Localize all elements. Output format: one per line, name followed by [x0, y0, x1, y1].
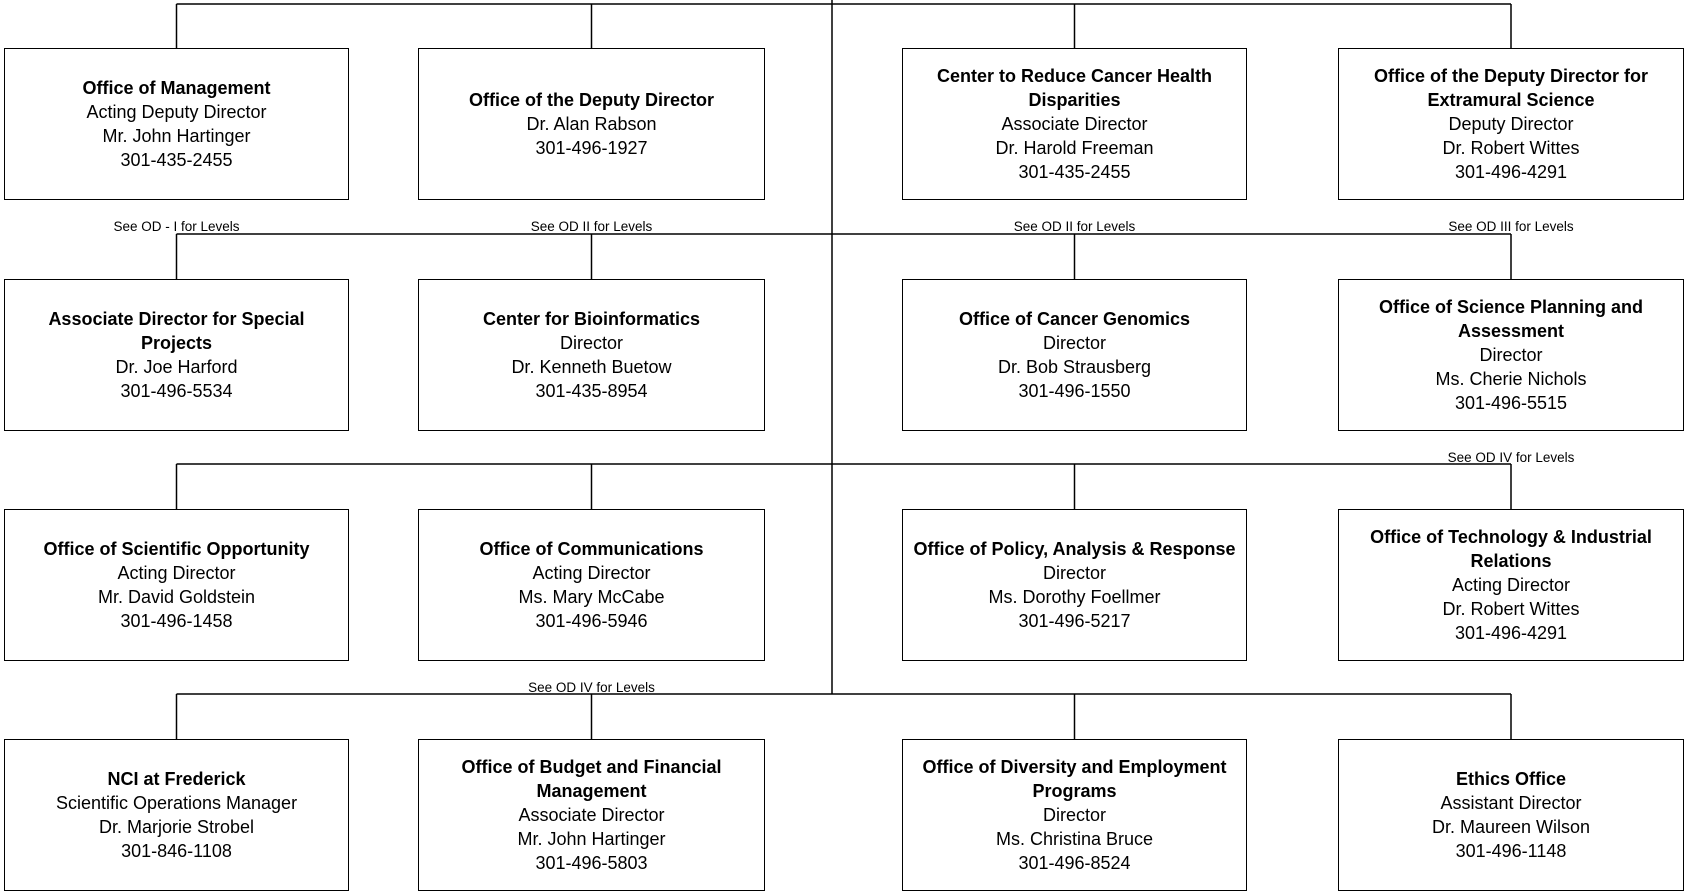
unit-phone: 301-496-4291	[1454, 162, 1568, 182]
org-unit-box	[4, 48, 349, 200]
unit-name: Office of Budget and Financial Management	[461, 757, 722, 801]
unit-person: Dr. Maureen Wilson	[1431, 817, 1591, 837]
unit-person: Dr. Kenneth Buetow	[511, 357, 672, 377]
unit-title: Director	[1042, 805, 1106, 825]
org-unit-box	[902, 279, 1247, 431]
unit-person: Mr. John Hartinger	[102, 126, 251, 146]
unit-name: Office of Science Planning and Assessment	[1378, 297, 1644, 341]
unit-title: Acting Director	[532, 563, 651, 583]
unit-person: Dr. Marjorie Strobel	[98, 817, 255, 837]
see-levels-note: See OD - I for Levels	[113, 219, 240, 234]
unit-name: Office of Management	[82, 78, 271, 98]
unit-phone: 301-496-5946	[535, 611, 648, 631]
unit-phone: 301-496-4291	[1454, 623, 1568, 643]
unit-phone: 301-496-1927	[535, 138, 648, 158]
org-unit-box	[4, 739, 349, 891]
unit-title: Acting Director	[1451, 575, 1571, 595]
unit-title: Associate Director	[1001, 114, 1148, 134]
unit-name: Office of Cancer Genomics	[958, 309, 1191, 329]
unit-title: Director	[1479, 345, 1543, 365]
unit-person: Mr. David Goldstein	[97, 587, 256, 607]
unit-phone: 301-435-8954	[535, 381, 648, 401]
unit-phone: 301-496-8524	[1018, 853, 1131, 873]
unit-person: Dr. Alan Rabson	[526, 114, 657, 134]
unit-phone: 301-496-5534	[120, 381, 233, 401]
unit-phone: 301-496-5803	[535, 853, 648, 873]
unit-person: Dr. Robert Wittes	[1442, 599, 1580, 619]
unit-name: Ethics Office	[1455, 769, 1567, 789]
unit-phone: 301-496-1458	[120, 611, 233, 631]
unit-phone: 301-435-2455	[1018, 162, 1131, 182]
unit-name: Center for Bioinformatics	[482, 309, 701, 329]
unit-phone: 301-496-1550	[1018, 381, 1131, 401]
see-levels-note: See OD IV for Levels	[528, 680, 655, 695]
unit-name: Office of Policy, Analysis & Response	[913, 539, 1236, 559]
org-unit-box	[4, 279, 349, 431]
see-levels-note: See OD II for Levels	[530, 219, 653, 234]
unit-title: Associate Director	[518, 805, 665, 825]
unit-person: Dr. Joe Harford	[115, 357, 238, 377]
unit-name: Center to Reduce Cancer Health Disparities	[936, 66, 1213, 110]
unit-person: Dr. Robert Wittes	[1442, 138, 1580, 158]
unit-phone: 301-496-1148	[1455, 841, 1567, 861]
unit-title: Deputy Director	[1448, 114, 1574, 134]
unit-name: Associate Director for Special Projects	[48, 309, 305, 353]
unit-name: Office of Technology & Industrial Relations	[1370, 527, 1652, 571]
org-unit-box	[4, 509, 349, 661]
unit-title: Acting Director	[117, 563, 236, 583]
org-unit-box	[1338, 509, 1684, 661]
unit-name: NCI at Frederick	[107, 769, 246, 789]
unit-phone: 301-435-2455	[120, 150, 233, 170]
unit-person: Ms. Christina Bruce	[995, 829, 1154, 849]
unit-phone: 301-496-5217	[1018, 611, 1131, 631]
unit-person: Ms. Mary McCabe	[518, 587, 665, 607]
see-levels-note: See OD III for Levels	[1448, 219, 1574, 234]
unit-person: Mr. John Hartinger	[517, 829, 666, 849]
unit-name: Office of Communications	[479, 539, 704, 559]
org-unit-box	[902, 739, 1247, 891]
unit-title: Director	[1042, 563, 1106, 583]
unit-person: Dr. Harold Freeman	[995, 138, 1154, 158]
unit-title: Scientific Operations Manager	[55, 793, 298, 813]
unit-name: Office of Scientific Opportunity	[43, 539, 310, 559]
unit-name: Office of Diversity and Employment Programs	[922, 757, 1227, 801]
org-unit-box	[418, 739, 765, 891]
unit-person: Ms. Cherie Nichols	[1435, 369, 1587, 389]
see-levels-note: See OD IV for Levels	[1447, 450, 1575, 465]
unit-name: Office of the Deputy Director for Extramural Science	[1373, 66, 1649, 110]
unit-title: Director	[1042, 333, 1106, 353]
unit-person: Dr. Bob Strausberg	[997, 357, 1152, 377]
unit-name: Office of the Deputy Director	[468, 90, 715, 110]
see-levels-note: See OD II for Levels	[1013, 219, 1136, 234]
org-unit-box	[902, 48, 1247, 200]
unit-phone: 301-846-1108	[121, 841, 232, 861]
unit-title: Assistant Director	[1440, 793, 1582, 813]
org-unit-box	[418, 509, 765, 661]
org-unit-box	[418, 48, 765, 200]
unit-phone: 301-496-5515	[1454, 393, 1568, 413]
unit-title: Director	[559, 333, 623, 353]
unit-person: Ms. Dorothy Foellmer	[988, 587, 1161, 607]
org-unit-box	[1338, 48, 1684, 200]
org-unit-box	[1338, 279, 1684, 431]
org-unit-box	[418, 279, 765, 431]
unit-title: Acting Deputy Director	[86, 102, 267, 122]
org-unit-box	[1338, 739, 1684, 891]
org-unit-box	[902, 509, 1247, 661]
